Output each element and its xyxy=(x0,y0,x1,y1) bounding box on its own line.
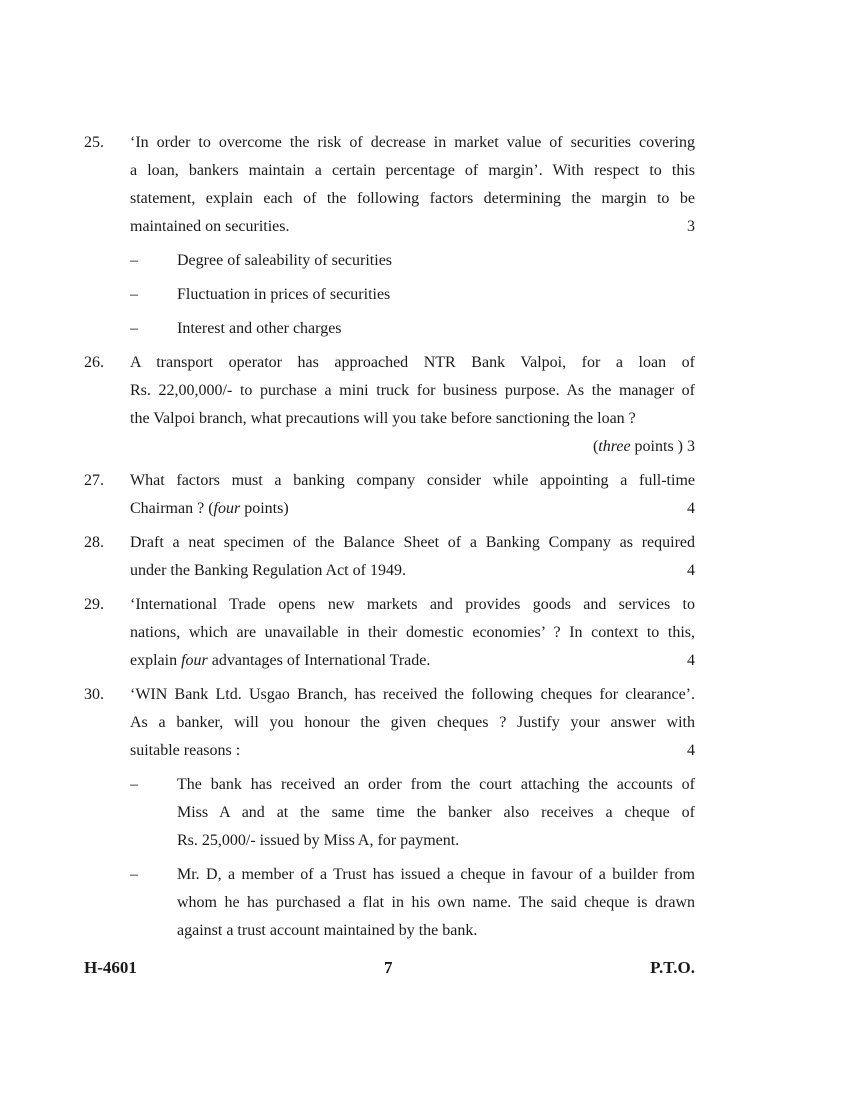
line-text: Rs. 22,00,000/- to purchase a mini truck for business purpose. As the manager of xyxy=(130,382,695,399)
bullet-item xyxy=(130,771,695,855)
dash-bullet-icon: – xyxy=(130,320,138,337)
question-28 xyxy=(84,529,695,585)
text-line xyxy=(177,281,695,309)
line-text: Degree of saleability of securities xyxy=(177,252,393,269)
text-line xyxy=(130,647,695,675)
text-line xyxy=(130,681,695,709)
question-list xyxy=(84,129,695,951)
paper-code: H-4601 xyxy=(84,958,137,977)
question-30 xyxy=(84,681,695,945)
line-text: against a trust account maintained by the bank. xyxy=(177,922,478,939)
bullet-item xyxy=(130,281,695,309)
text-line xyxy=(130,467,695,495)
text-line xyxy=(130,737,695,765)
question-number: 29. xyxy=(84,596,104,613)
bullet-item xyxy=(130,861,695,945)
line-text xyxy=(130,495,679,523)
line-text xyxy=(130,647,679,675)
text-segment: advantages of International Trade. xyxy=(207,652,431,669)
text-line xyxy=(177,917,695,945)
line-text: Draft a neat specimen of the Balance Sheet of a Banking Company as required xyxy=(130,534,695,551)
question-number: 27. xyxy=(84,472,104,489)
marks-value: 3 xyxy=(687,218,695,235)
pto-label: P.T.O. xyxy=(650,958,695,977)
line-text: whom he has purchased a flat in his own name. The said cheque is drawn xyxy=(177,894,695,911)
line-text: Fluctuation in prices of securities xyxy=(177,286,391,303)
question-number: 26. xyxy=(84,354,104,371)
line-text: the Valpoi branch, what precautions will you take before sanctioning the loan ? xyxy=(130,410,636,427)
line-text: nations, which are unavailable in their domestic economies’ ? In context to this, xyxy=(130,624,695,641)
marks-value: 4 xyxy=(687,562,695,579)
marks-value: 4 xyxy=(687,742,695,759)
text-segment: ( xyxy=(592,438,599,455)
line-text: statement, explain each of the following factors determining the margin to be xyxy=(130,190,695,207)
marks-value: 4 xyxy=(687,652,695,669)
marks-value: 4 xyxy=(687,500,695,517)
text-line xyxy=(177,247,695,275)
line-text: Miss A and at the same time the banker also receives a cheque of xyxy=(177,804,695,821)
bullet-item xyxy=(130,247,695,275)
text-segment: points ) 3 xyxy=(630,438,695,455)
text-line xyxy=(130,129,695,157)
text-line xyxy=(177,889,695,917)
text-segment: Chairman ? ( xyxy=(130,500,214,517)
page-number: 7 xyxy=(384,958,393,977)
text-line xyxy=(177,771,695,799)
italic-emphasis: three xyxy=(598,438,631,455)
text-line xyxy=(130,349,695,377)
line-text: under the Banking Regulation Act of 1949. xyxy=(130,562,406,579)
dash-bullet-icon: – xyxy=(130,776,138,793)
question-number: 30. xyxy=(84,686,104,703)
page-footer xyxy=(84,954,695,982)
dash-bullet-icon: – xyxy=(130,866,138,883)
bullet-item xyxy=(130,315,695,343)
dash-bullet-icon: – xyxy=(130,252,138,269)
line-text: suitable reasons : xyxy=(130,742,241,759)
text-line xyxy=(177,315,695,343)
text-segment: explain xyxy=(130,652,182,669)
text-line xyxy=(177,861,695,889)
question-25 xyxy=(84,129,695,343)
text-line xyxy=(130,405,695,433)
marks-line xyxy=(130,433,695,461)
text-line xyxy=(130,185,695,213)
dash-bullet-icon: – xyxy=(130,286,138,303)
text-line xyxy=(130,213,695,241)
question-26 xyxy=(84,349,695,461)
line-text: maintained on securities. xyxy=(130,218,290,235)
line-text: Rs. 25,000/- issued by Miss A, for payment. xyxy=(177,832,460,849)
text-line xyxy=(130,377,695,405)
line-text: Mr. D, a member of a Trust has issued a cheque in favour of a builder from xyxy=(177,866,695,883)
text-line xyxy=(177,827,695,855)
text-segment: points) xyxy=(240,500,289,517)
text-line xyxy=(130,157,695,185)
question-number: 25. xyxy=(84,134,104,151)
text-line xyxy=(130,619,695,647)
italic-emphasis: four xyxy=(213,500,241,517)
line-text: ‘In order to overcome the risk of decrease in market value of securities covering xyxy=(130,134,695,151)
line-text: As a banker, will you honour the given cheques ? Justify your answer with xyxy=(130,714,695,731)
line-text: What factors must a banking company consider while appointing a full-time xyxy=(130,472,695,489)
line-text: a loan, bankers maintain a certain percentage of margin’. With respect to this xyxy=(130,162,695,179)
text-line xyxy=(130,529,695,557)
line-text: ‘WIN Bank Ltd. Usgao Branch, has received the following cheques for clearance’. xyxy=(130,686,695,703)
text-line xyxy=(130,709,695,737)
line-text: Interest and other charges xyxy=(177,320,342,337)
line-text: A transport operator has approached NTR Bank Valpoi, for a loan of xyxy=(130,354,695,371)
question-27 xyxy=(84,467,695,523)
text-line xyxy=(177,799,695,827)
line-text: ‘International Trade opens new markets and provides goods and services to xyxy=(130,596,695,613)
text-line xyxy=(130,557,695,585)
italic-emphasis: four xyxy=(181,652,208,669)
line-text: The bank has received an order from the court attaching the accounts of xyxy=(177,776,695,793)
question-29 xyxy=(84,591,695,675)
question-number: 28. xyxy=(84,534,104,551)
text-line xyxy=(130,591,695,619)
text-line xyxy=(130,495,695,523)
